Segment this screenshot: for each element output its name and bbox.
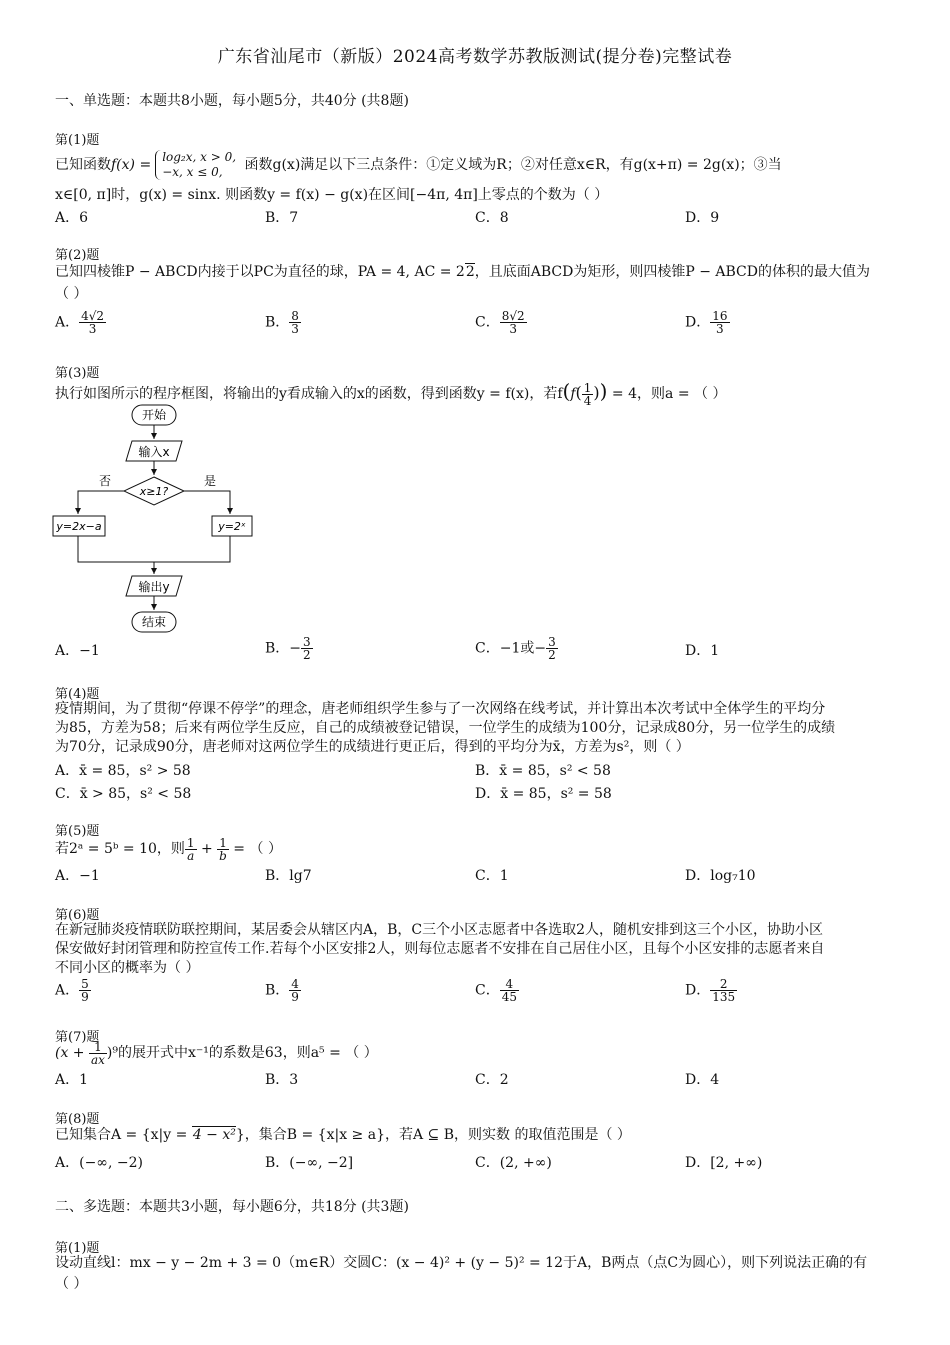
fraction-denominator: 9 (291, 990, 299, 1004)
section-2-question-1-line-1: 设动直线l：mx − y − 2m + 3 = 0（m∈R）交圆C：(x − 4)² + (y − 5)² = 12于A，B两点（点C为圆心），则下列说法正确的有 (55, 1255, 868, 1271)
option-label: A．−1 (55, 643, 100, 659)
question-5-option-b[interactable]: B．lg7 (265, 868, 312, 884)
fraction-numerator: 8√2 (501, 309, 525, 323)
flow-left-label: y=2x−a (56, 520, 102, 533)
question-6-option-b[interactable] (265, 978, 301, 1003)
question-4-line-1: 疫情期间，为了贯彻“停课不停学”的理念，唐老师组织学生参与了一次网络在线考试，并计算出本次考试中全体学生的平均分 (55, 701, 826, 717)
option-label: D． (685, 982, 711, 999)
question-2-line-2: （ ） (55, 286, 88, 302)
question-2-line-1 (55, 262, 900, 282)
fraction-numerator: 4 (291, 977, 299, 991)
question-1-line-1 (55, 148, 900, 182)
option-label: C． (475, 314, 500, 331)
option-fraction (289, 310, 301, 335)
question-1-fx: f(x) = (111, 157, 152, 173)
question-2-option-d[interactable] (685, 310, 730, 335)
flow-right-label: y=2ˣ (218, 520, 246, 533)
question-3-option-b[interactable] (265, 636, 313, 661)
fraction-numerator: 4√2 (81, 309, 105, 323)
question-2-option-b[interactable] (265, 310, 301, 335)
option-label: D．1 (685, 643, 720, 659)
flowchart (50, 402, 270, 634)
fraction-denominator: 9 (81, 990, 89, 1004)
section-2-question-1-number: 第(1)题 (55, 1241, 100, 1256)
question-6-line-3: 不同小区的概率为（ ） (55, 960, 200, 976)
section-2-heading: 二、多选题：本题共3小题，每小题6分，共18分 (共3题) (55, 1199, 409, 1215)
question-1-number: 第(1)题 (55, 133, 100, 148)
question-2-option-a[interactable] (55, 310, 106, 335)
fraction-numerator: 3 (303, 635, 311, 649)
fraction-numerator: 5 (81, 977, 89, 991)
option-fraction (79, 310, 106, 335)
question-4-line-3: 为70分，记录成90分，唐老师对这两位学生的成绩进行更正后，得到的平均分为x̄，方差为s²，则（ ） (55, 739, 690, 755)
question-6-number: 第(6)题 (55, 908, 100, 923)
option-fraction (500, 310, 527, 335)
question-5-option-a[interactable]: A．−1 (55, 868, 100, 884)
question-2-number: 第(2)题 (55, 248, 100, 263)
question-3-text-a: 执行如图所示的程序框图，将输出的y看成输入的x的函数，得到函数y = f(x)，若f (55, 386, 563, 402)
fraction-numerator: 2 (710, 978, 737, 991)
question-6-line-1: 在新冠肺炎疫情联防联控期间，某居委会从辖区内A，B，C三个小区志愿者中各选取2人，随机安排到这三个小区，协助小区 (55, 922, 824, 938)
question-3-option-c[interactable] (475, 636, 558, 661)
question-1-option-a[interactable]: A．6 (55, 210, 89, 226)
flow-yes-label: 是 (203, 474, 217, 488)
option-label: C．−1或− (475, 640, 547, 657)
question-7-text-a: (x + (55, 1045, 89, 1061)
question-8-option-d[interactable]: D．[2, +∞) (685, 1155, 763, 1171)
question-4-line-2: 为85，方差为58；后来有两位学生反应，自己的成绩被登记错误，一位学生的成绩为100分，记录成80分，另一位学生的成绩 (55, 720, 836, 736)
question-2-text-b: ，且底面ABCD为矩形，则四棱锥P − ABCD的体积的最大值为 (474, 264, 870, 280)
question-4-option-d[interactable]: D．x̄ = 85，s² = 58 (475, 786, 612, 802)
question-2-text-a: 已知四棱锥P − ABCD内接于以PC为直径的球，PA = 4, AC = 2 (55, 264, 465, 280)
question-6-option-c[interactable] (475, 978, 519, 1003)
piece-top: log₂x, x > 0, (162, 150, 237, 164)
option-fraction (301, 636, 313, 661)
flow-start-label: 开始 (141, 408, 167, 422)
question-1-option-c[interactable]: C．8 (475, 210, 509, 226)
question-6-option-d[interactable] (685, 978, 737, 1003)
question-4-number: 第(4)题 (55, 687, 100, 702)
question-7-line-1 (55, 1040, 900, 1066)
option-label: C． (475, 982, 500, 999)
option-label: A． (55, 982, 80, 999)
question-4-option-c[interactable]: C．x̄ > 85，s² < 58 (55, 786, 192, 802)
fraction-denominator: 3 (716, 322, 724, 336)
fraction-numerator: 4 (500, 978, 519, 991)
question-8-text-b: }，集合B = {x|x ≥ a}，若A ⊆ B，则实数 的取值范围是（ ） (235, 1127, 631, 1143)
question-7-option-c[interactable]: C．2 (475, 1072, 509, 1088)
flow-condition-label: x≥1? (139, 485, 169, 498)
question-4-option-b[interactable]: B．x̄ = 85，s² < 58 (475, 763, 611, 779)
question-3-number: 第(3)题 (55, 366, 100, 381)
option-fraction (79, 978, 91, 1003)
fraction-numerator: 16 (712, 309, 728, 323)
question-8-option-a[interactable]: A．(−∞, −2) (55, 1155, 143, 1171)
question-7-number: 第(7)题 (55, 1030, 100, 1045)
question-8-line-1 (55, 1125, 900, 1145)
question-7-text-b: )⁹的展开式中x⁻¹的系数是63，则a⁵ = （ ） (106, 1045, 378, 1061)
question-8-text-a: 已知集合A = {x|y = (55, 1127, 192, 1143)
flow-no-label: 否 (98, 474, 112, 488)
flow-output-label: 输出y (138, 580, 170, 594)
question-7-option-a[interactable]: A．1 (55, 1072, 89, 1088)
question-5-text-b: = （ ） (228, 841, 282, 857)
plus-sign: + (196, 841, 218, 857)
fraction-numerator: 1 (583, 380, 592, 395)
fraction-numerator: 1 (217, 837, 229, 850)
fraction-denominator: 45 (501, 990, 517, 1004)
question-5-fraction-b (217, 837, 229, 862)
option-fraction (500, 978, 519, 1003)
question-3-fraction (582, 382, 594, 407)
question-3-option-a[interactable] (55, 640, 100, 660)
question-1-piecewise (155, 150, 236, 180)
fraction-denominator: 3 (88, 322, 97, 336)
question-3-option-d[interactable] (685, 640, 719, 660)
question-6-option-a[interactable] (55, 978, 91, 1003)
question-1-option-d[interactable]: D．9 (685, 210, 720, 226)
option-label: B． (265, 314, 290, 331)
option-label: B． (265, 982, 290, 999)
question-2-option-c[interactable] (475, 310, 527, 335)
option-label: A． (55, 314, 80, 331)
option-fraction (710, 310, 729, 335)
question-6-line-2: 保安做好封闭管理和防控宣传工作.若每个小区安排2人，则每位志愿者不安排在自己居住小区，且每个小区安排的志愿者来自 (55, 941, 825, 957)
page-title: 广东省汕尾市（新版）2024高考数学苏教版测试(提分卷)完整试卷 (217, 47, 733, 67)
fraction-denominator: 135 (712, 990, 736, 1004)
fraction-denominator: 2 (548, 648, 556, 662)
question-5-option-d[interactable]: D．log₇10 (685, 868, 756, 884)
question-1-text-b: 函数g(x)满足以下三点条件：①定义域为R；②对任意x∈R，有g(x+π) = 2g(x)；③当 (240, 157, 782, 173)
flow-input-label: 输入x (138, 445, 170, 459)
question-8-number: 第(8)题 (55, 1112, 100, 1127)
question-4-option-a[interactable]: A．x̄ = 85，s² > 58 (55, 763, 191, 779)
question-3-text-b: = 4，则a = （ ） (607, 386, 727, 402)
fraction-denominator: 3 (291, 322, 299, 336)
fraction-denominator: a (187, 848, 195, 863)
fraction-denominator: 3 (509, 322, 517, 336)
fraction-denominator: ax (91, 1052, 105, 1067)
fraction-denominator: b (219, 848, 227, 863)
question-8-option-b[interactable]: B．(−∞, −2] (265, 1155, 354, 1171)
question-1-line-2: x∈[0, π]时，g(x) = sinx. 则函数y = f(x) − g(x)在区间[−4π, 4π]上零点的个数为（ ） (55, 187, 609, 203)
question-7-option-d[interactable]: D．4 (685, 1072, 720, 1088)
fraction-denominator: 4 (583, 393, 592, 408)
fraction-numerator: 8 (291, 309, 299, 323)
question-5-line-1 (55, 836, 900, 862)
question-8-option-c[interactable]: C．(2, +∞) (475, 1155, 552, 1171)
question-1-option-b[interactable]: B．7 (265, 210, 299, 226)
question-7-fraction (89, 1041, 107, 1066)
question-5-fraction-a (185, 837, 197, 862)
option-label: D． (685, 314, 711, 331)
question-5-option-c[interactable]: C．1 (475, 868, 509, 884)
question-5-number: 第(5)题 (55, 824, 100, 839)
fraction-numerator: 1 (89, 1041, 107, 1054)
question-5-text-a: 若2ᵃ = 5ᵇ = 10，则 (55, 841, 185, 857)
question-3-line-1: 执行如图所示的程序框图，将输出的y看成输入的x的函数，得到函数y = f(x)，若f(f( $\frac{1}{4}$ )) = 4，则a = （ ） (55, 379, 727, 408)
question-1-text-a: 已知函数 (55, 157, 111, 173)
option-label: B．− (265, 640, 302, 657)
piece-bottom: −x, x ≤ 0, (162, 165, 223, 179)
flow-end-label: 结束 (141, 615, 167, 629)
section-1-heading: 一、单选题：本题共8小题，每小题5分，共40分 (共8题) (55, 93, 409, 109)
option-fraction (710, 978, 737, 1003)
question-7-option-b[interactable]: B．3 (265, 1072, 299, 1088)
question-8-sqrt: 4 − x² (192, 1127, 236, 1143)
fraction-numerator: 3 (548, 635, 556, 649)
fraction-denominator: 2 (303, 648, 311, 662)
option-fraction (546, 636, 558, 661)
question-2-sqrt: 2 (465, 264, 475, 280)
section-2-question-1-line-2: （ ） (55, 1276, 88, 1292)
option-fraction (289, 978, 301, 1003)
fraction-numerator: 1 (186, 835, 195, 850)
